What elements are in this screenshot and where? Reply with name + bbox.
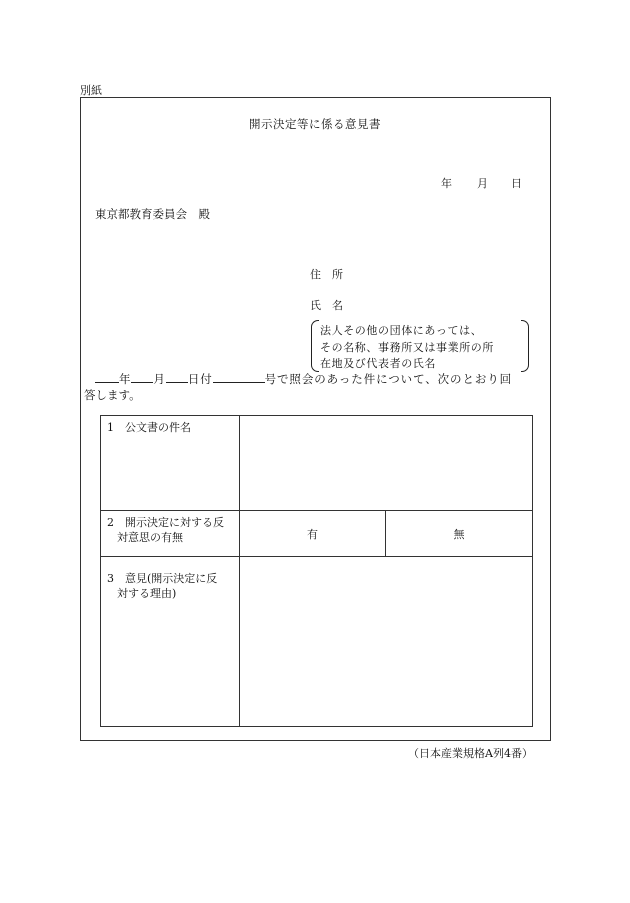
number-blank [213,371,265,383]
opinion-label [101,557,240,727]
corporate-note [311,320,529,372]
opinion-label-line: 3 意見(開示決定に反 [107,572,218,585]
year-blank [95,371,119,383]
objection-label-line: 対意思の有無 [117,531,183,544]
note-line: 在地及び代表者の氏名 [320,357,436,370]
opinion-table [100,415,533,727]
table-row [101,511,533,557]
opinion-label-line: 対する理由) [117,587,177,600]
opinion-field[interactable] [240,557,533,727]
left-bracket [311,320,319,372]
ref-number-tail: 号で照会のあった件について、次のとおり回 [264,372,513,386]
ref-year: 年 [119,372,132,386]
right-bracket [521,320,529,372]
address-label: 住 所 [310,268,343,281]
note-line: 法人その他の団体にあっては、 [320,324,483,337]
objection-yes-option[interactable]: 有 [240,511,386,557]
objection-label-line: 2 開示決定に対する反 [107,516,224,529]
reference-sentence-end: 答します。 [84,388,141,402]
attachment-label: 別紙 [80,84,102,97]
date-month: 月 [477,177,488,190]
ref-day: 日付 [187,372,213,386]
month-blank [131,371,153,383]
ref-month: 月 [153,372,166,386]
addressee: 東京都教育委員会 殿 [95,207,210,221]
date-year: 年 [441,177,452,190]
document-name-field[interactable] [240,416,533,511]
note-line: その名称、事務所又は事業所の所 [320,341,494,354]
objection-no-option[interactable]: 無 [386,511,533,557]
reference-sentence [95,371,512,387]
paper-size-note: （日本産業規格A列4番） [408,747,533,760]
table-row [101,416,533,511]
document-name-label: 1 公文書の件名 [101,416,240,511]
document-title: 開示決定等に係る意見書 [249,117,381,131]
day-blank [166,371,188,383]
name-label: 氏 名 [310,299,343,312]
objection-label [101,511,240,557]
date-day: 日 [511,177,522,190]
table-row [101,557,533,727]
